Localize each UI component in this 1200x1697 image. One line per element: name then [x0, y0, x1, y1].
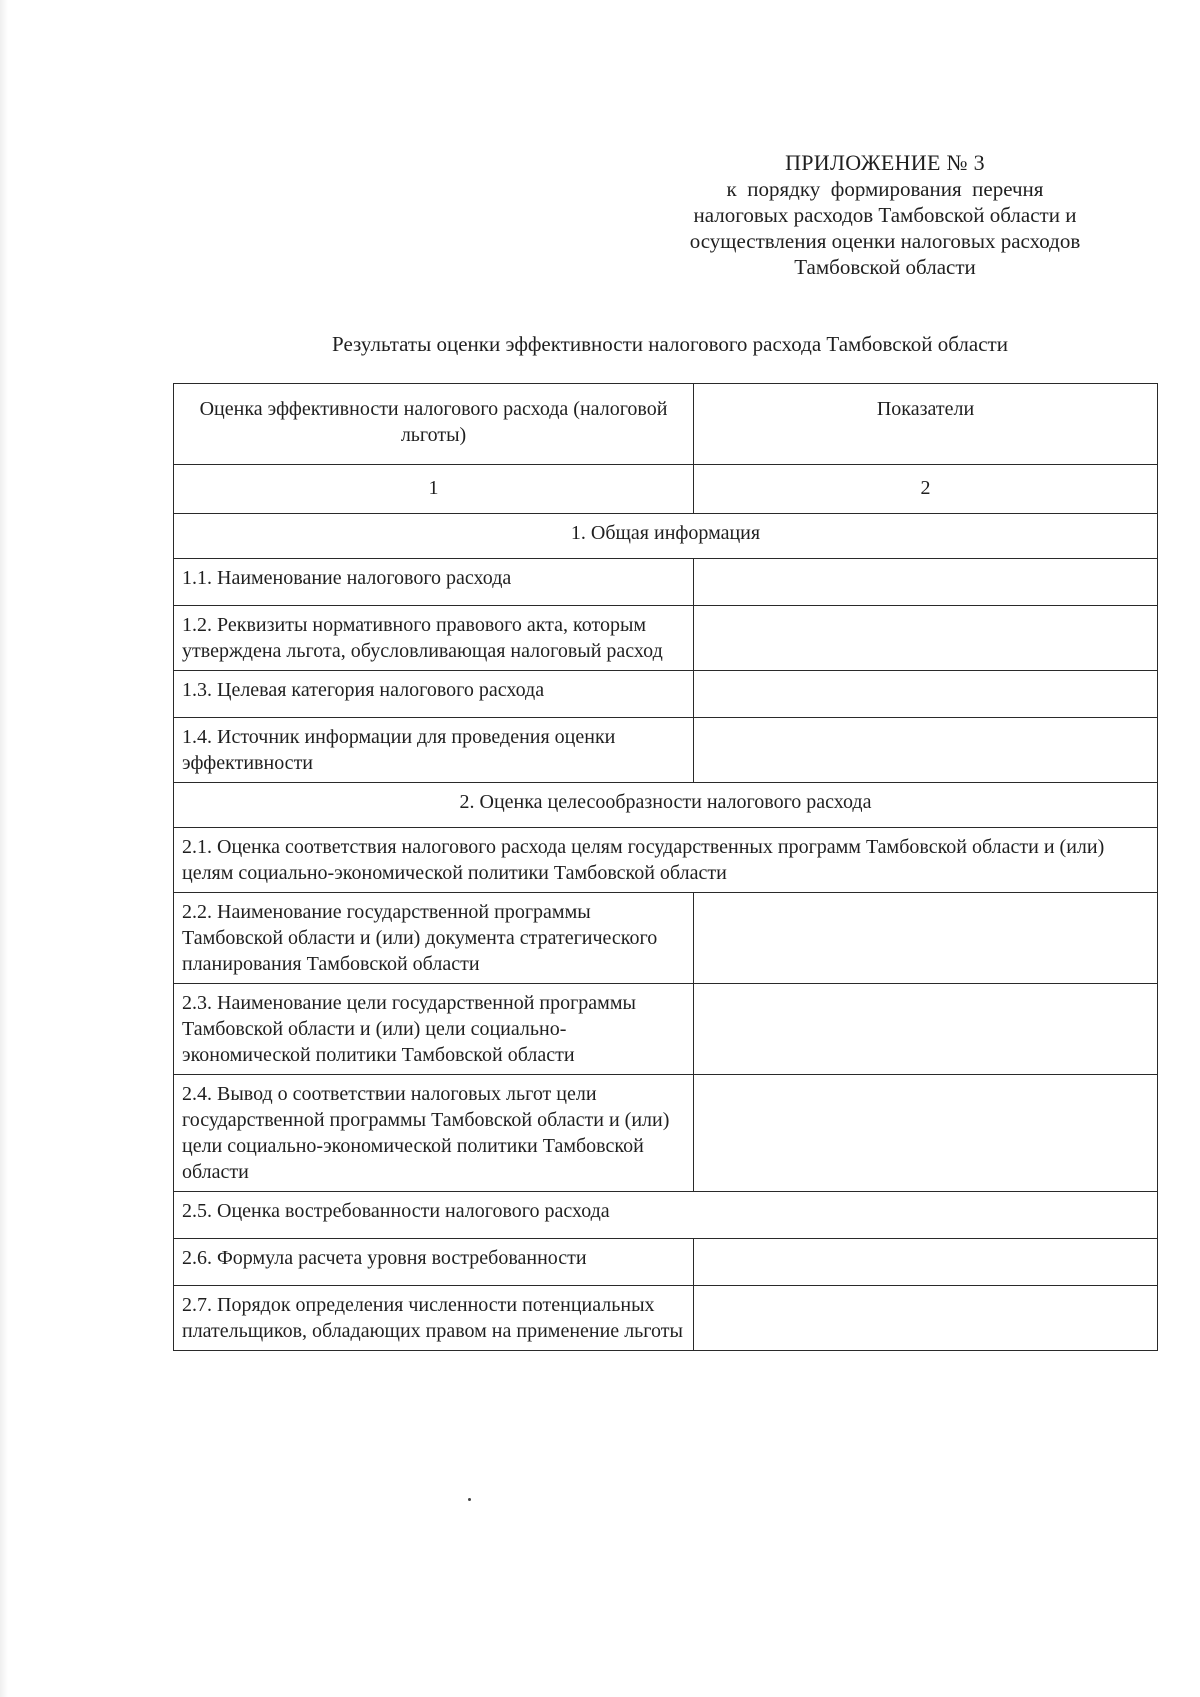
column-number-1: 1: [174, 465, 694, 514]
row-label-full: 2.1. Оценка соответствия налогового расхода целям государственных программ Тамбовской области и (или) целям социально-экономической политики Тамбовской области: [174, 828, 1158, 893]
table-row: [174, 893, 1158, 984]
row-value: [694, 1286, 1158, 1351]
section-row: [174, 783, 1158, 828]
row-label: 1.3. Целевая категория налогового расхода: [174, 671, 694, 718]
table-row: [174, 606, 1158, 671]
row-value: [694, 718, 1158, 783]
header-cell-evaluation: Оценка эффективности налогового расхода (налоговой льготы): [174, 384, 694, 465]
appendix-line-2: налоговых расходов Тамбовской области и: [693, 203, 1077, 227]
table-row: [174, 984, 1158, 1075]
numbering-row: [174, 465, 1158, 514]
table-row: [174, 559, 1158, 606]
document-title: Результаты оценки эффективности налогового расхода Тамбовской области: [332, 332, 1008, 356]
section-general-info: 1. Общая информация: [174, 514, 1158, 559]
header-row: [174, 384, 1158, 465]
row-label-full: 2.5. Оценка востребованности налогового расхода: [174, 1192, 1158, 1239]
table-row: [174, 718, 1158, 783]
row-label: 2.2. Наименование государственной программы Тамбовской области и (или) документа стратегического планирования Тамбовской области: [174, 893, 694, 984]
row-label: 2.6. Формула расчета уровня востребованности: [174, 1239, 694, 1286]
row-value: [694, 1239, 1158, 1286]
results-table: [173, 383, 1158, 1351]
appendix-line-1: к порядку формирования перечня: [726, 177, 1044, 201]
section-row: [174, 514, 1158, 559]
table-row: [174, 671, 1158, 718]
appendix-line-4: Тамбовской области: [794, 255, 976, 279]
row-label: 1.2. Реквизиты нормативного правового акта, которым утверждена льгота, обусловливающая налоговый расход: [174, 606, 694, 671]
appendix-block: [640, 150, 1130, 280]
row-value: [694, 671, 1158, 718]
table-row: [174, 828, 1158, 893]
scan-speck: [468, 1498, 471, 1501]
row-label: 2.7. Порядок определения численности потенциальных плательщиков, обладающих правом на применение льготы: [174, 1286, 694, 1351]
row-value: [694, 606, 1158, 671]
row-label: 2.4. Вывод о соответствии налоговых льгот цели государственной программы Тамбовской области и (или) цели социально-экономической политики Тамбовской области: [174, 1075, 694, 1192]
row-label: 1.1. Наименование налогового расхода: [174, 559, 694, 606]
row-value: [694, 984, 1158, 1075]
header-cell-indicators: Показатели: [694, 384, 1158, 465]
row-value: [694, 1075, 1158, 1192]
row-label: 2.3. Наименование цели государственной программы Тамбовской области и (или) цели социально-экономической политики Тамбовской области: [174, 984, 694, 1075]
scan-edge: [0, 0, 8, 1697]
column-number-2: 2: [694, 465, 1158, 514]
table-row: [174, 1286, 1158, 1351]
row-value: [694, 559, 1158, 606]
table-row: [174, 1192, 1158, 1239]
row-label: 1.4. Источник информации для проведения оценки эффективности: [174, 718, 694, 783]
row-value: [694, 893, 1158, 984]
appendix-title: ПРИЛОЖЕНИЕ № 3: [785, 150, 985, 175]
table-row: [174, 1239, 1158, 1286]
table-row: [174, 1075, 1158, 1192]
section-expediency: 2. Оценка целесообразности налогового расхода: [174, 783, 1158, 828]
appendix-line-3: осуществления оценки налоговых расходов: [689, 229, 1081, 253]
